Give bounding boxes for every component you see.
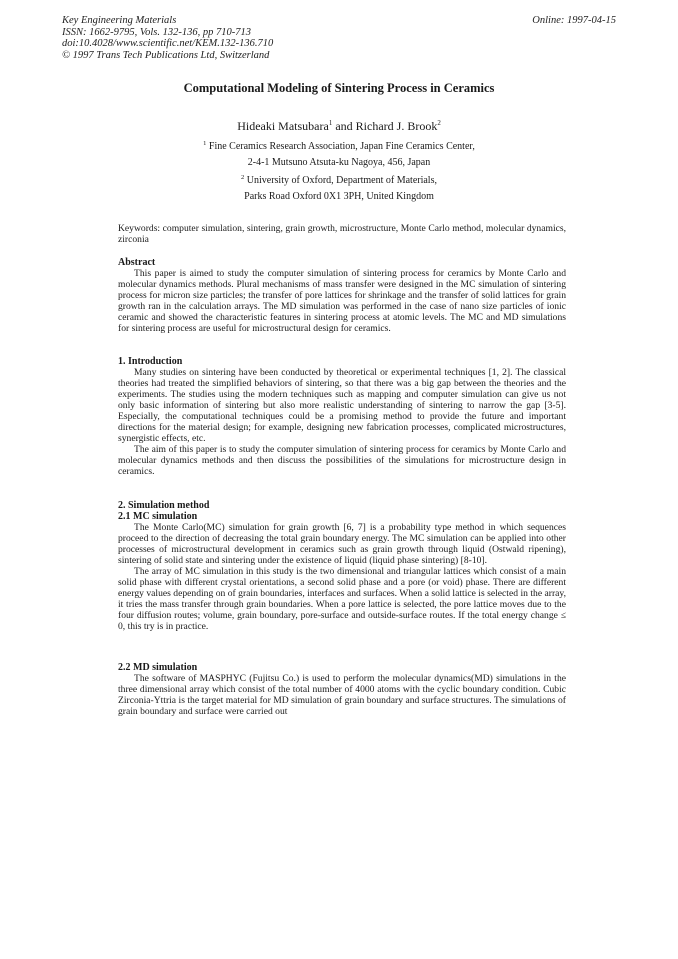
journal-name: Key Engineering Materials — [62, 15, 177, 26]
journal-header — [62, 15, 273, 61]
journal-copyright: © 1997 Trans Tech Publications Ltd, Switzerland — [62, 49, 270, 61]
affiliation-2-address: Parks Road Oxford 0X1 3PH, United Kingdom — [244, 191, 434, 202]
affiliation-1 — [0, 140, 678, 152]
online-date: Online: 1997-04-15 — [532, 15, 616, 26]
affiliation-1-mark: 1 — [203, 140, 207, 147]
introduction-heading: 1. Introduction — [118, 356, 183, 367]
abstract-section — [118, 257, 566, 334]
affiliation-2-line: University of Oxford, Department of Materials, — [246, 175, 437, 186]
author-1-mark: 1 — [328, 119, 333, 127]
abstract-text: This paper is aimed to study the computer simulation of sintering process for ceramics by Monte Carlo and molecular dynamics methods. Plural mechanisms of mass transfer were designed in the MC simulation of sintering process for micron size particles; the transfer of pore lattices for shrinkage and the transfer of solid lattices for grain growth ran in the calculation arrays. The MD simulation was performed in the case of nano size particles of ionic ceramic and showed the characteristic features in sintering process at atomic levels. The MC and MD simulations for sintering process are useful for microstructural design for ceramics. — [118, 268, 566, 334]
journal-doi: doi:10.4028/www.scientific.net/KEM.132-136.710 — [62, 38, 274, 49]
author-line — [0, 119, 678, 134]
affiliation-2 — [0, 174, 678, 186]
affiliation-1-line: Fine Ceramics Research Association, Japan Fine Ceramics Center, — [208, 141, 475, 152]
introduction-paragraph: The aim of this paper is to study the computer simulation of sintering process for ceramics by Monte Carlo and molecular dynamics methods and then discuss the possibilities of the simulations for microstructure design in ceramics. — [118, 444, 566, 477]
keywords-text: Keywords: computer simulation, sintering, grain growth, microstructure, Monte Carlo method, molecular dynamics, zirconia — [118, 223, 566, 245]
author-2: Richard J. Brook — [355, 119, 438, 133]
author-conjunction: and — [335, 119, 353, 133]
journal-issn: ISSN: 1662-9795, Vols. 132-136, pp 710-713 — [62, 26, 251, 38]
author-2-mark: 2 — [437, 119, 441, 127]
mc-paragraph: The array of MC simulation in this study is the two dimensional and triangular lattices which consist of a main solid phase with different crystal orientations, a second solid phase and a pore (or void) phase. There are different energy values depending on of grain boundaries, interfaces and surfaces. When a solid lattice is selected in the array, it tries the mass transfer through grain boundaries. When a pore lattice is selected, the pore lattice moves due to the four diffusion routes; volume, grain boundary, pore-surface and outside-surface routes. If the total energy change ≤ 0, this try is in practice. — [118, 566, 566, 632]
md-section — [118, 662, 566, 717]
affiliation-2-mark: 2 — [241, 174, 245, 181]
keywords — [118, 223, 566, 245]
mc-subheading: 2.1 MC simulation — [118, 511, 198, 522]
introduction-section — [118, 356, 566, 477]
md-subheading: 2.2 MD simulation — [118, 662, 198, 673]
abstract-heading: Abstract — [118, 257, 156, 268]
simulation-heading: 2. Simulation method — [118, 500, 210, 511]
introduction-paragraph: Many studies on sintering have been conducted by theoretical or experimental techniques [1, 2]. The classical theories had treated the simplified behaviors of sintering, so that there was a big gap between the theories and the experiments. The studies using the modern techniques such as mapping and computer simulation can give us not only basic information of sintering but also more realistic understanding of sintering to narrow the gap [3-5]. Especially, the computational techniques could be a promising method to provide the future and important directions for the material design; for example, designing new fabrication processes, complicated microstructures, synergistic effects, etc. — [118, 367, 566, 444]
paper-title: Computational Modeling of Sintering Process in Ceramics — [183, 81, 495, 95]
author-1: Hideaki Matsubara — [237, 119, 329, 133]
simulation-section — [118, 500, 566, 632]
mc-paragraph: The Monte Carlo(MC) simulation for grain growth [6, 7] is a probability type method in which sequences proceed to the direction of decreasing the total grain boundary energy. The MC simulation can be applied into other processes of microstructural development in ceramics such as grain growth through liquid (Ostwald ripening), sintering of solid state and sintering under the existence of liquid (liquid phase sintering) [8-10]. — [118, 522, 566, 566]
affiliation-1-address: 2-4-1 Mutsuno Atsuta-ku Nagoya, 456, Japan — [247, 157, 431, 168]
md-paragraph: The software of MASPHYC (Fujitsu Co.) is used to perform the molecular dynamics(MD) simulations in the three dimensional array which consist of the total number of 4000 atoms with the cyclic boundary condition. Cubic Zirconia-Yttria is the target material for MD simulation of grain boundary and surface structures. The simulations of grain boundary and surface were carried out — [118, 673, 566, 717]
